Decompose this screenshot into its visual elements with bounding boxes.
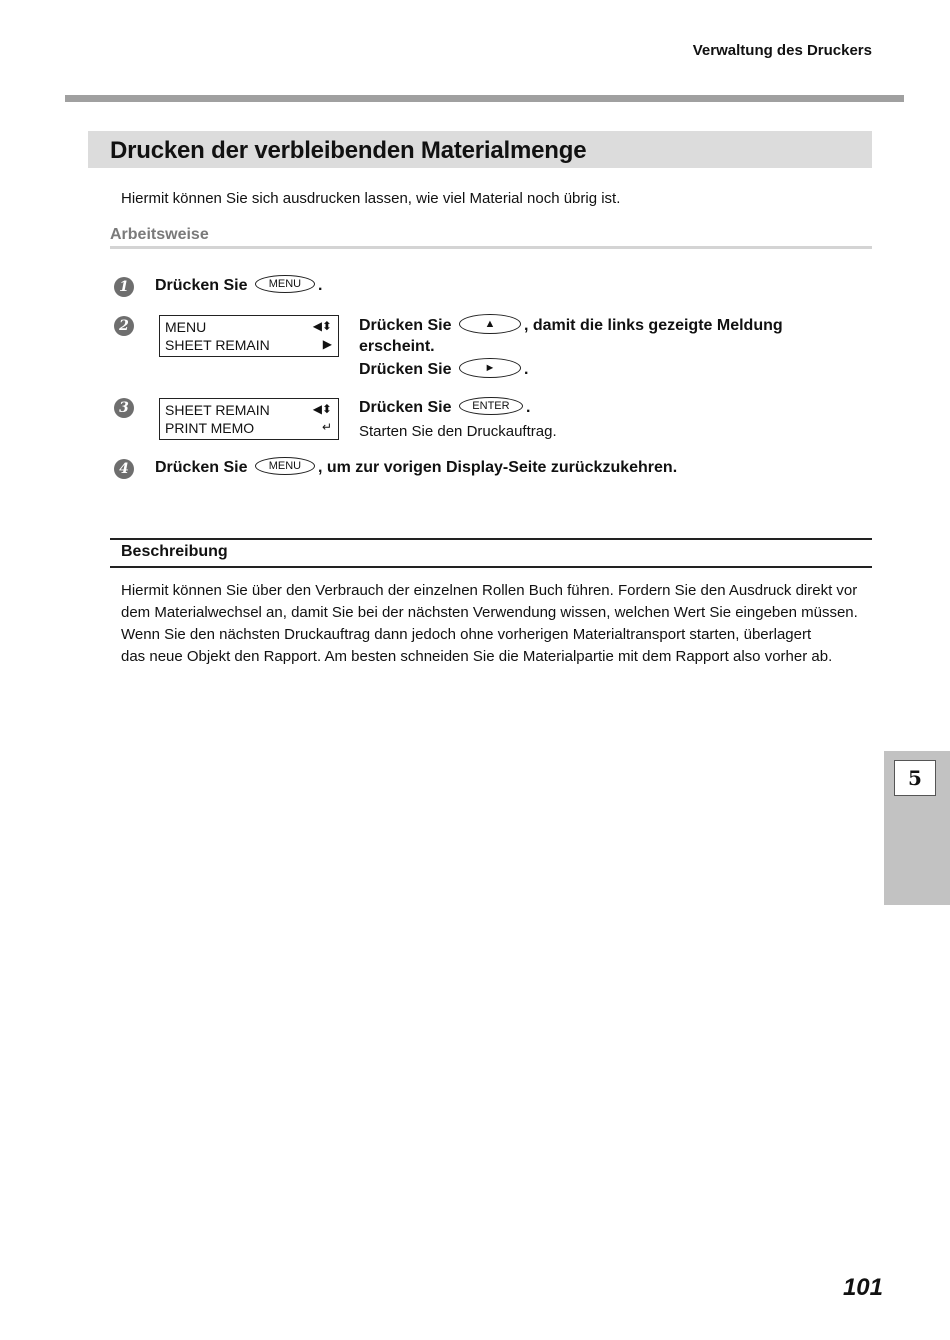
step-3-line-a xyxy=(359,399,530,417)
step-3-suffix: . xyxy=(525,399,531,417)
step-4-text xyxy=(155,459,677,477)
step-3-display xyxy=(159,398,339,440)
step-3-label: Drücken Sie xyxy=(359,399,452,417)
procedure-subheading: Arbeitsweise xyxy=(110,226,872,249)
intro-text: Hiermit können Sie sich ausdrucken lassen, wie viel Material noch übrig ist. xyxy=(121,190,621,207)
display-line-2: PRINT MEMO xyxy=(165,420,255,436)
step-2-line-b: erscheint. xyxy=(359,338,435,355)
running-header: Verwaltung des Druckers xyxy=(692,42,872,59)
chapter-number: 5 xyxy=(894,760,936,796)
description-line: Wenn Sie den nächsten Druckauftrag dann jedoch ohne vorherigen Materialtransport starten, überlagert xyxy=(121,626,812,643)
description-line: dem Materialwechsel an, damit Sie bei der nächsten Verwendung wissen, welchen Wert Sie eingeben müssen. xyxy=(121,604,858,621)
description-line: das neue Objekt den Rapport. Am besten schneiden Sie die Materialpartie mit dem Rapport also vorher ab. xyxy=(121,648,833,665)
step-2-instruction: , damit die links gezeigte Meldung xyxy=(523,317,783,335)
step-2-display xyxy=(159,315,339,357)
step-2-line-a xyxy=(359,316,783,336)
menu-key-icon: MENU xyxy=(255,275,315,293)
step-3-badge: 3 xyxy=(114,398,134,418)
menu-key-icon: MENU xyxy=(255,457,315,475)
step-4-label: Drücken Sie xyxy=(155,459,248,477)
left-updown-arrows-icon: ◀⬍ xyxy=(312,402,332,416)
description-line: Hiermit können Sie über den Verbrauch der einzelnen Rollen Buch führen. Fordern Sie den Ausdruck direkt vor xyxy=(121,582,858,599)
step-3-line-b: Starten Sie den Druckauftrag. xyxy=(359,423,557,440)
chapter-tab xyxy=(884,751,950,905)
step-1-badge: 1 xyxy=(114,277,134,297)
step-2-line-c xyxy=(359,360,528,380)
enter-key-icon: ENTER xyxy=(459,397,523,415)
step-1-suffix: . xyxy=(317,277,323,295)
description-heading: Beschreibung xyxy=(121,543,228,560)
description-heading-box xyxy=(110,538,872,568)
step-2-label-2: Drücken Sie xyxy=(359,361,452,379)
step-2-badge: 2 xyxy=(114,316,134,336)
section-title-bar xyxy=(88,131,872,168)
step-1-text xyxy=(155,277,322,295)
right-triangle-icon: ▶ xyxy=(322,337,332,351)
description-text xyxy=(121,580,861,668)
display-line-1: MENU xyxy=(165,319,207,335)
step-2-label: Drücken Sie xyxy=(359,317,452,335)
right-arrow-key-icon: ► xyxy=(459,358,521,378)
step-4-badge: 4 xyxy=(114,459,134,479)
left-updown-arrows-icon: ◀⬍ xyxy=(312,319,332,333)
step-4-suffix: , um zur vorigen Display-Seite zurückzukehren. xyxy=(317,459,678,477)
header-rule xyxy=(65,95,904,102)
step-1-label: Drücken Sie xyxy=(155,277,248,295)
display-line-1: SHEET REMAIN xyxy=(165,402,270,418)
display-line-2: SHEET REMAIN xyxy=(165,337,270,353)
step-2-suffix: . xyxy=(523,361,529,379)
page-title: Drucken der verbleibenden Materialmenge xyxy=(110,137,587,164)
enter-return-icon: ↵ xyxy=(321,420,332,434)
up-arrow-key-icon: ▲ xyxy=(459,314,521,334)
page-number: 101 xyxy=(842,1274,883,1301)
